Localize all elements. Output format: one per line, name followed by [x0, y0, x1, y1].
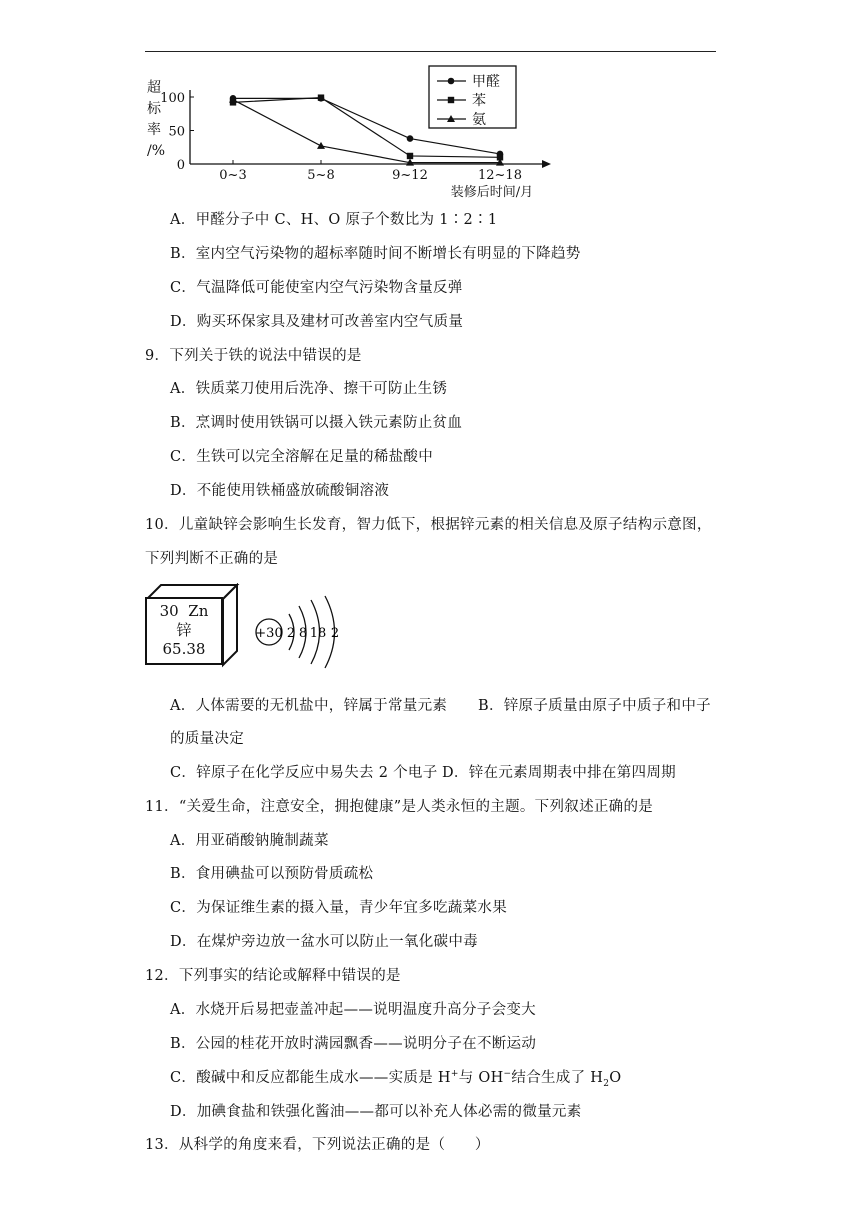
q12-stem: 12．下列事实的结论或解释中错误的是: [145, 968, 401, 984]
x-tick-label: 0~3: [219, 168, 247, 183]
data-point-circle: [407, 135, 414, 142]
q9-option-a: A．铁质菜刀使用后洗净、擦干可防止生锈: [170, 381, 448, 397]
q11-option-a: A．用亚硝酸钠腌制蔬菜: [170, 833, 329, 849]
element-number: 30: [159, 602, 179, 620]
q12-c-sub-2: 2: [603, 1078, 610, 1089]
shell-count-3: 18: [309, 626, 327, 641]
data-point-square: [407, 153, 413, 159]
chart-legend: [429, 66, 516, 128]
legend-label: 氨: [472, 112, 486, 128]
y-label-char: /%: [147, 143, 166, 159]
q12-c-sup-minus: −: [503, 1069, 512, 1080]
y-tick-label: 50: [168, 124, 185, 140]
y-label-char: 率: [147, 122, 161, 138]
header-rule: [145, 51, 716, 52]
element-card-face: [145, 597, 223, 665]
q8-option-b: B．室内空气污染物的超标率随时间不断增长有明显的下降趋势: [170, 246, 581, 262]
legend-marker-square: [448, 97, 454, 103]
q10-option-b-line2: 的质量决定: [170, 731, 244, 747]
y-label-char: 超: [147, 80, 161, 96]
legend-label: 苯: [472, 93, 486, 109]
y-tick-label: 0: [176, 158, 185, 173]
q11-option-d: D．在煤炉旁边放一盆水可以防止一氧化碳中毒: [170, 934, 478, 950]
element-name: 锌: [176, 621, 192, 639]
q12-c-text-4: O: [609, 1070, 622, 1086]
q11-option-c: C．为保证维生素的摄入量，青少年宜多吃蔬菜水果: [170, 900, 507, 916]
x-tick-label: 9~12: [392, 168, 428, 183]
atom-structure-diagram: [253, 592, 353, 672]
q8-option-a: A．甲醛分子中 C、H、O 原子个数比为 1∶2∶1: [170, 212, 498, 228]
data-point-square: [318, 94, 324, 100]
q10-option-c: C．锌原子在化学反应中易失去 2 个电子: [170, 765, 438, 781]
q12-c-sup-plus: +: [450, 1069, 459, 1080]
q9-option-d: D．不能使用铁桶盛放硫酸铜溶液: [170, 483, 390, 499]
shell-count-4: 2: [330, 626, 340, 641]
q8-option-d: D．购买环保家具及建材可改善室内空气质量: [170, 314, 464, 330]
q10-option-d: D．锌在元素周期表中排在第四周期: [442, 765, 676, 781]
x-axis-label: 装修后时间/月: [450, 185, 534, 200]
q12-c-text-1: C．酸碱中和反应都能生成水——实质是 H: [170, 1070, 451, 1086]
q11-stem: 11．“关爱生命，注意安全，拥抱健康”是人类永恒的主题。下列叙述正确的是: [145, 799, 654, 815]
q12-c-text-3: 结合生成了 H: [511, 1070, 604, 1086]
q12-option-c: [170, 1066, 621, 1089]
element-number-symbol: [147, 602, 221, 621]
data-point-triangle: [317, 142, 325, 149]
legend-marker-circle: [448, 78, 455, 85]
q10-option-a: A．人体需要的无机盐中，锌属于常量元素: [170, 698, 448, 714]
q10-stem-line2: 下列判断不正确的是: [145, 551, 279, 567]
q13-stem: 13．从科学的角度来看，下列说法正确的是（ ）: [145, 1137, 490, 1153]
pollutant-chart: [140, 62, 560, 202]
y-label-char: 标: [147, 101, 161, 117]
q12-c-text-2: 与 OH: [458, 1070, 504, 1086]
q10-stem-line1: 10．儿童缺锌会影响生长发育，智力低下，根据锌元素的相关信息及原子结构示意图，: [145, 517, 712, 533]
q10-option-b-line1: B．锌原子质量由原子中质子和中子: [478, 698, 711, 714]
shell-count-2: 8: [298, 626, 308, 641]
legend-label: 甲醛: [472, 74, 500, 90]
q9-option-c: C．生铁可以完全溶解在足量的稀盐酸中: [170, 449, 433, 465]
shell-count-1: 2: [286, 626, 296, 641]
q9-option-b: B．烹调时使用铁锅可以摄入铁元素防止贫血: [170, 415, 463, 431]
element-symbol: Zn: [188, 602, 209, 620]
nucleus-charge: +30: [255, 626, 283, 641]
x-axis-arrow: [542, 160, 551, 168]
q12-option-a: A．水烧开后易把壶盖冲起——说明温度升高分子会变大: [170, 1002, 536, 1018]
x-tick-label: 5~8: [307, 168, 335, 183]
y-tick-label: 100: [160, 91, 185, 106]
element-mass: 65.38: [162, 640, 206, 658]
q12-option-d: D．加碘食盐和铁强化酱油——都可以补充人体必需的微量元素: [170, 1104, 582, 1120]
q11-option-b: B．食用碘盐可以预防骨质疏松: [170, 866, 374, 882]
x-tick-label: 12~18: [478, 168, 522, 183]
q8-option-c: C．气温降低可能使室内空气污染物含量反弹: [170, 280, 463, 296]
q12-option-b: B．公园的桂花开放时满园飘香——说明分子在不断运动: [170, 1036, 537, 1052]
q9-stem: 9．下列关于铁的说法中错误的是: [145, 348, 362, 364]
